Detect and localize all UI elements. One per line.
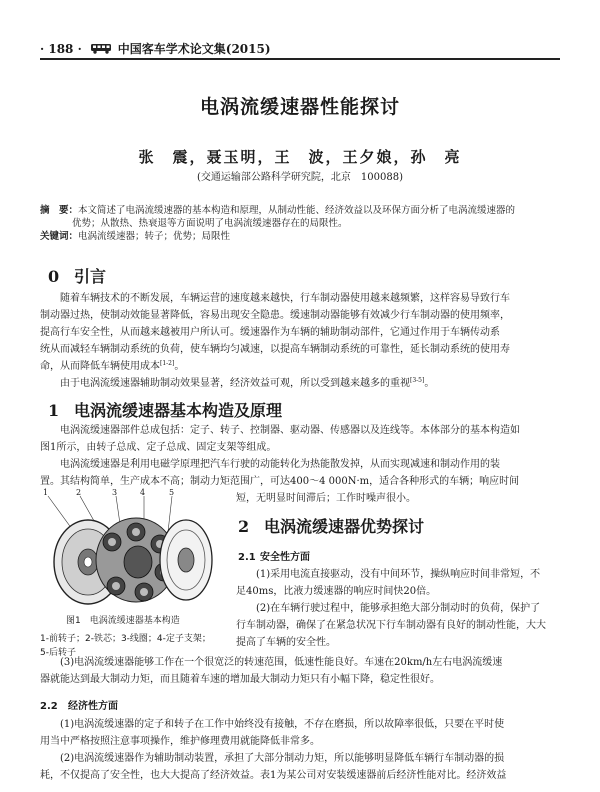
text-line: 提高行车安全性，从而越来越被用户所认可。缓速器作为车辆的辅助制动部件，它通过作用于车辆传动系 [40,327,500,338]
abstract-label: 摘 要： [40,205,79,216]
text-line: 。 [174,361,185,372]
section-number: 2 [238,517,250,536]
figure-callout: 4 [140,488,146,497]
text-line: 用当中严格按照注意事项操作，维护修理费用就能降低非常多。 [40,736,320,747]
subsection-number: 2.2 [40,701,58,712]
text-line: (1)采用电流直接驱动，没有中间环节，操纵响应时间非常短，不 [256,569,541,580]
bus-icon [90,43,112,54]
text-line: 足40ms，比液力缓速器的响应时间快20倍。 [236,586,437,597]
keywords: 电涡流缓速器；转子；优势；局限性 [78,231,231,242]
text-line: 电涡流缓速器部件总成包括：定子、转子、控制器、驱动器、传感器以及连线等。本体部分的基本构造如 [60,425,520,436]
text-line: 制动器过热，使制动效能显著降低，容易出现安全隐患。缓速制动器能够有效减少行车制动器的使用频率， [40,310,510,321]
figure-callout: 2 [76,488,82,497]
figure-legend-line: 1-前转子；2-铁芯；3-线圈；4-定子支架； [40,634,211,644]
journal-title: 中国客车学术论文集(2015) [117,42,271,56]
section-heading [238,514,424,537]
section-title: 引言 [74,267,107,286]
text-line: 置。其结构简单，生产成本不高；制动力矩范围广，可达400～4 000N·m，适合各种形式的车辆；响应时间 [40,476,520,487]
abstract-line: 优势；从散热、热衰退等方面说明了电涡流缓速器存在的局限性。 [72,218,348,229]
text-line: 提高了车辆的安全性。 [236,637,336,648]
paper-affiliation: (交通运输部公路科学研究院，北京 100088) [197,172,403,183]
text-line: (3)电涡流缓速器能够工作在一个很宽泛的转速范围，低速性能良好。车速在20km/h左右电涡流缓速 [60,657,503,668]
subsection-number: 2.1 [238,552,256,563]
text-line: 。 [424,378,435,389]
paper-title: 电涡流缓速器性能探讨 [199,96,400,118]
section-number: 1 [48,401,60,420]
section-title: 电涡流缓速器优势探讨 [264,517,425,536]
figure-legend-line: 5-后转子 [40,648,76,658]
text-line: 命，从而降低车辆使用成本 [40,361,160,372]
text-line: (2)电涡流缓速器作为辅助制动装置，承担了大部分制动力矩，所以能够明显降低车辆行车制动器的损 [60,753,505,764]
text-line: (2)在车辆行驶过程中，能够承担绝大部分制动时的负荷，保护了 [256,603,541,614]
section22-body [40,716,560,784]
text-line: 随着车辆技术的不断发展，车辆运营的速度越来越快，行车制动器使用越来越频繁，这样容易导致行车 [60,293,510,304]
citation: [1-2] [160,360,175,367]
figure-callout: 1 [43,488,49,497]
section1-body [40,422,560,490]
citation: [3-5] [410,377,425,384]
text-line: 行车制动器，确保了在紧急状况下行车制动器有良好的制动性能，大大 [236,620,546,631]
section-number: 0 [48,267,60,286]
section-title: 电涡流缓速器基本构造及原理 [74,401,283,420]
text-line: (1)电涡流缓速器的定子和转子在工作中始终没有接触，不存在磨损，所以故障率很低，只要在平时使 [60,719,505,730]
paper-authors: 张 震，聂玉明，王 波，王夕娘，孙 亮 [138,148,462,166]
keywords-label: 关键词： [40,231,79,242]
text-line: 短，无明显时间滞后；工作时噪声很小。 [236,493,416,504]
section-heading [48,264,106,287]
abstract-line: 本文简述了电涡流缓速器的基本构造和原理，从制动性能、经济效益以及环保方面分析了电涡流缓速器的 [78,205,516,216]
text-line: 图1所示，由转子总成、定子总成、固定支架等组成。 [40,442,277,453]
retarder-illustration [40,488,220,610]
text-line: 由于电涡流缓速器辅助制动效果显著，经济效益可观，所以受到越来越多的重视 [60,378,410,389]
subsection-heading [238,548,310,563]
subsection-heading [40,697,118,712]
abstract [40,204,560,243]
figure-caption: 图1 电涡流缓速器基本构造 [66,616,180,626]
figure-callout: 3 [112,488,118,497]
text-line: 耗，不仅提高了安全性，也大大提高了经济效益。表1为某公司对安装缓速器前后经济性能对比。经济效益 [40,770,507,781]
figure-1 [40,488,220,610]
header-rule [40,58,560,60]
section-heading [48,398,282,421]
subsection-title: 安全性方面 [260,552,310,563]
running-header [40,40,271,57]
text-line: 器就能达到最大制动力矩，而且随着车速的增加最大制动力矩只有小幅下降，稳定性很好。 [40,674,440,685]
subsection-title: 经济性方面 [68,701,118,712]
intro-body [40,290,560,392]
section21-full-body [40,654,560,688]
section21-column-body [236,566,560,651]
text-line: 电涡流缓速器是利用电磁学原理把汽车行驶的动能转化为热能散发掉，从而实现减速和制动作用的装 [60,459,500,470]
text-line: 统从而减轻车辆制动系统的负荷，使车辆均匀减速，以提高车辆制动系统的可靠性，延长制动系统的使用寿 [40,344,510,355]
page-number: · 188 · [40,41,82,56]
figure-callout: 5 [169,488,175,497]
